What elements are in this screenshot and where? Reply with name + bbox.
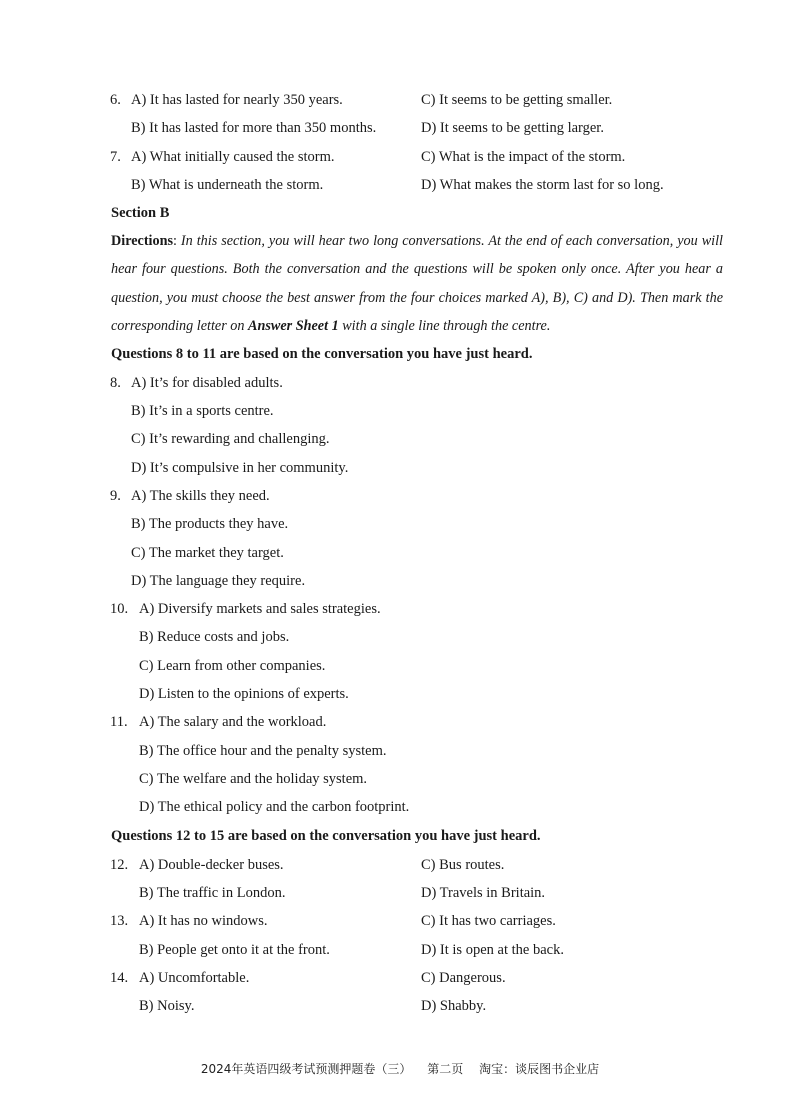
option-b: B) The office hour and the penalty system. — [139, 743, 387, 759]
option-c: C) Dangerous. — [421, 970, 506, 986]
option-d: D) It is open at the back. — [421, 942, 564, 958]
answer-sheet-ref: Answer Sheet 1 — [248, 317, 339, 334]
option-d: D) The ethical policy and the carbon footprint. — [139, 799, 410, 815]
option-c: C) What is the impact of the storm. — [421, 149, 626, 165]
option-b: B) Noisy. — [139, 998, 195, 1014]
option-a: A) Diversify markets and sales strategies. — [139, 601, 381, 617]
question-number: 6. — [110, 92, 121, 108]
question-number: 13. — [110, 913, 129, 929]
option-b: B) Reduce costs and jobs. — [139, 629, 290, 645]
option-a: A) What initially caused the storm. — [131, 149, 335, 165]
option-d: D) Travels in Britain. — [421, 885, 546, 901]
question-number: 14. — [110, 970, 129, 986]
option-b: B) The products they have. — [131, 516, 289, 532]
option-a: A) Uncomfortable. — [139, 970, 250, 986]
question-number: 12. — [110, 857, 129, 873]
option-a: A) The salary and the workload. — [139, 714, 327, 730]
option-a: A) It has lasted for nearly 350 years. — [131, 92, 343, 108]
option-d: D) Shabby. — [421, 998, 487, 1014]
question-number: 8. — [110, 375, 121, 391]
option-c: C) Bus routes. — [421, 857, 505, 873]
question-number: 10. — [110, 601, 129, 617]
option-c: C) The market they target. — [131, 545, 284, 561]
page-footer — [0, 1060, 800, 1077]
question-number: 7. — [110, 149, 121, 165]
option-c: C) The welfare and the holiday system. — [139, 771, 368, 787]
directions-label: Directions — [111, 233, 173, 249]
question-number: 11. — [110, 714, 128, 730]
directions-colon: : — [173, 233, 177, 249]
option-d: D) It seems to be getting larger. — [421, 120, 604, 136]
option-b: B) It has lasted for more than 350 months. — [131, 120, 377, 136]
option-b: B) It’s in a sports centre. — [131, 403, 274, 419]
option-d: D) The language they require. — [131, 573, 306, 589]
option-d: D) It’s compulsive in her community. — [131, 460, 349, 476]
option-c: C) It seems to be getting smaller. — [421, 92, 613, 108]
option-c: C) Learn from other companies. — [139, 658, 326, 674]
footer-shop: 淘宝：谈辰图书企业店 — [479, 1062, 600, 1076]
directions-text-end: with a single line through the centre. — [338, 317, 551, 334]
footer-page-number: 第二页 — [427, 1062, 464, 1076]
directions-text: In this section, you will hear two long conversations. At the end of each conversation, you will hear four questions. Both the conversation and the questions will be spoken only once. After you hear a question, you must choose the best answer from the four choices marked A), B), C) and D). Then mark the corresponding letter on — [111, 233, 723, 334]
question-number: 9. — [110, 488, 121, 504]
option-a: A) The skills they need. — [131, 488, 270, 504]
directions-paragraph — [111, 227, 723, 340]
option-c: C) It has two carriages. — [421, 913, 556, 929]
option-d: D) What makes the storm last for so long. — [421, 177, 664, 193]
section-title: Section B — [111, 205, 170, 221]
option-a: A) Double-decker buses. — [139, 857, 284, 873]
option-b: B) People get onto it at the front. — [139, 942, 330, 958]
footer-title: 2024年英语四级考试预测押题卷（三） — [200, 1062, 412, 1076]
option-b: B) What is underneath the storm. — [131, 177, 324, 193]
option-a: A) It has no windows. — [139, 913, 268, 929]
option-a: A) It’s for disabled adults. — [131, 375, 283, 391]
group-heading: Questions 12 to 15 are based on the conversation you have just heard. — [111, 828, 541, 844]
option-b: B) The traffic in London. — [139, 885, 286, 901]
option-d: D) Listen to the opinions of experts. — [139, 686, 349, 702]
group-heading: Questions 8 to 11 are based on the conversation you have just heard. — [111, 346, 533, 362]
option-c: C) It’s rewarding and challenging. — [131, 431, 330, 447]
